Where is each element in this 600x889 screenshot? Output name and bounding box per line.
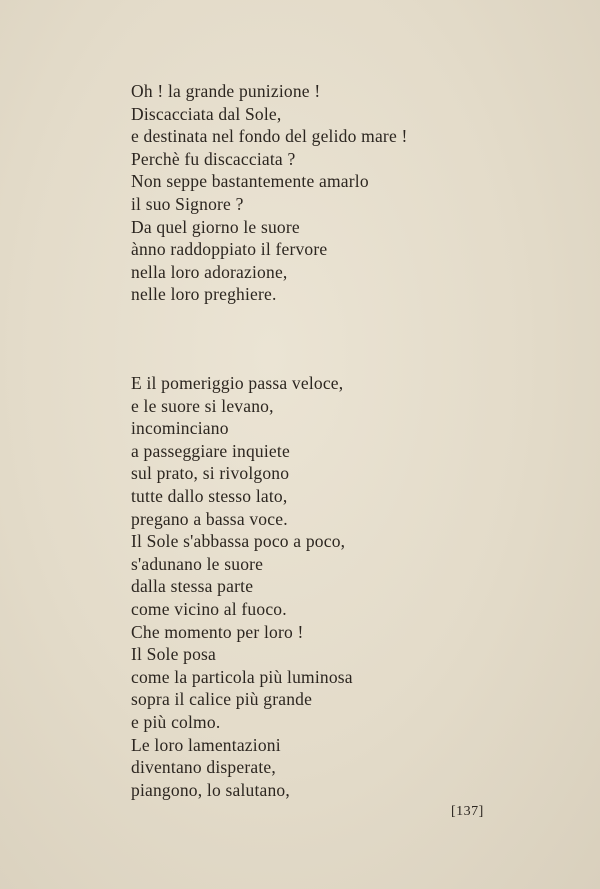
verse-line: tutte dallo stesso lato,	[131, 485, 288, 506]
verse-line: Non seppe bastantemente amarlo	[131, 171, 369, 192]
verse-line: ànno raddoppiato il fervore	[131, 239, 328, 260]
verse-line: e destinata nel fondo del gelido mare !	[131, 126, 408, 147]
verse-line: come la particola più luminosa	[131, 666, 353, 687]
stanza-1	[131, 80, 408, 306]
verse-line: sopra il calice più grande	[131, 689, 313, 710]
stanza-2	[131, 372, 353, 801]
verse-line: E il pomeriggio passa veloce,	[131, 373, 344, 393]
verse-line: Le loro lamentazioni	[131, 734, 281, 755]
verse-line: e le suore si levano,	[131, 395, 274, 416]
verse-line: pregano a bassa voce.	[131, 508, 288, 529]
verse-line: incominciano	[131, 418, 229, 439]
verse-line: come vicino al fuoco.	[131, 598, 287, 619]
verse-line: il suo Signore ?	[131, 193, 244, 214]
verse-line: a passeggiare inquiete	[131, 440, 290, 461]
verse-line: diventano disperate,	[131, 757, 276, 778]
verse-line: nelle loro preghiere.	[131, 284, 277, 305]
verse-line: piangono, lo salutano,	[131, 779, 290, 800]
verse-line: Perchè fu discacciata ?	[131, 148, 296, 169]
verse-line: Discacciata dal Sole,	[131, 103, 282, 124]
verse-line: s'adunano le suore	[131, 553, 264, 574]
page-number: [137]	[451, 804, 484, 819]
verse-line: Il Sole posa	[131, 644, 217, 665]
verse-line: Il Sole s'abbassa poco a poco,	[131, 531, 346, 552]
verse-line: e più colmo.	[131, 711, 221, 732]
verse-line: Oh ! la grande punizione !	[131, 81, 321, 101]
verse-line: nella loro adorazione,	[131, 261, 288, 282]
verse-line: sul prato, si rivolgono	[131, 463, 290, 484]
verse-line: Che momento per loro !	[131, 621, 304, 642]
verse-line: dalla stessa parte	[131, 576, 254, 597]
verse-line: Da quel giorno le suore	[131, 216, 300, 237]
